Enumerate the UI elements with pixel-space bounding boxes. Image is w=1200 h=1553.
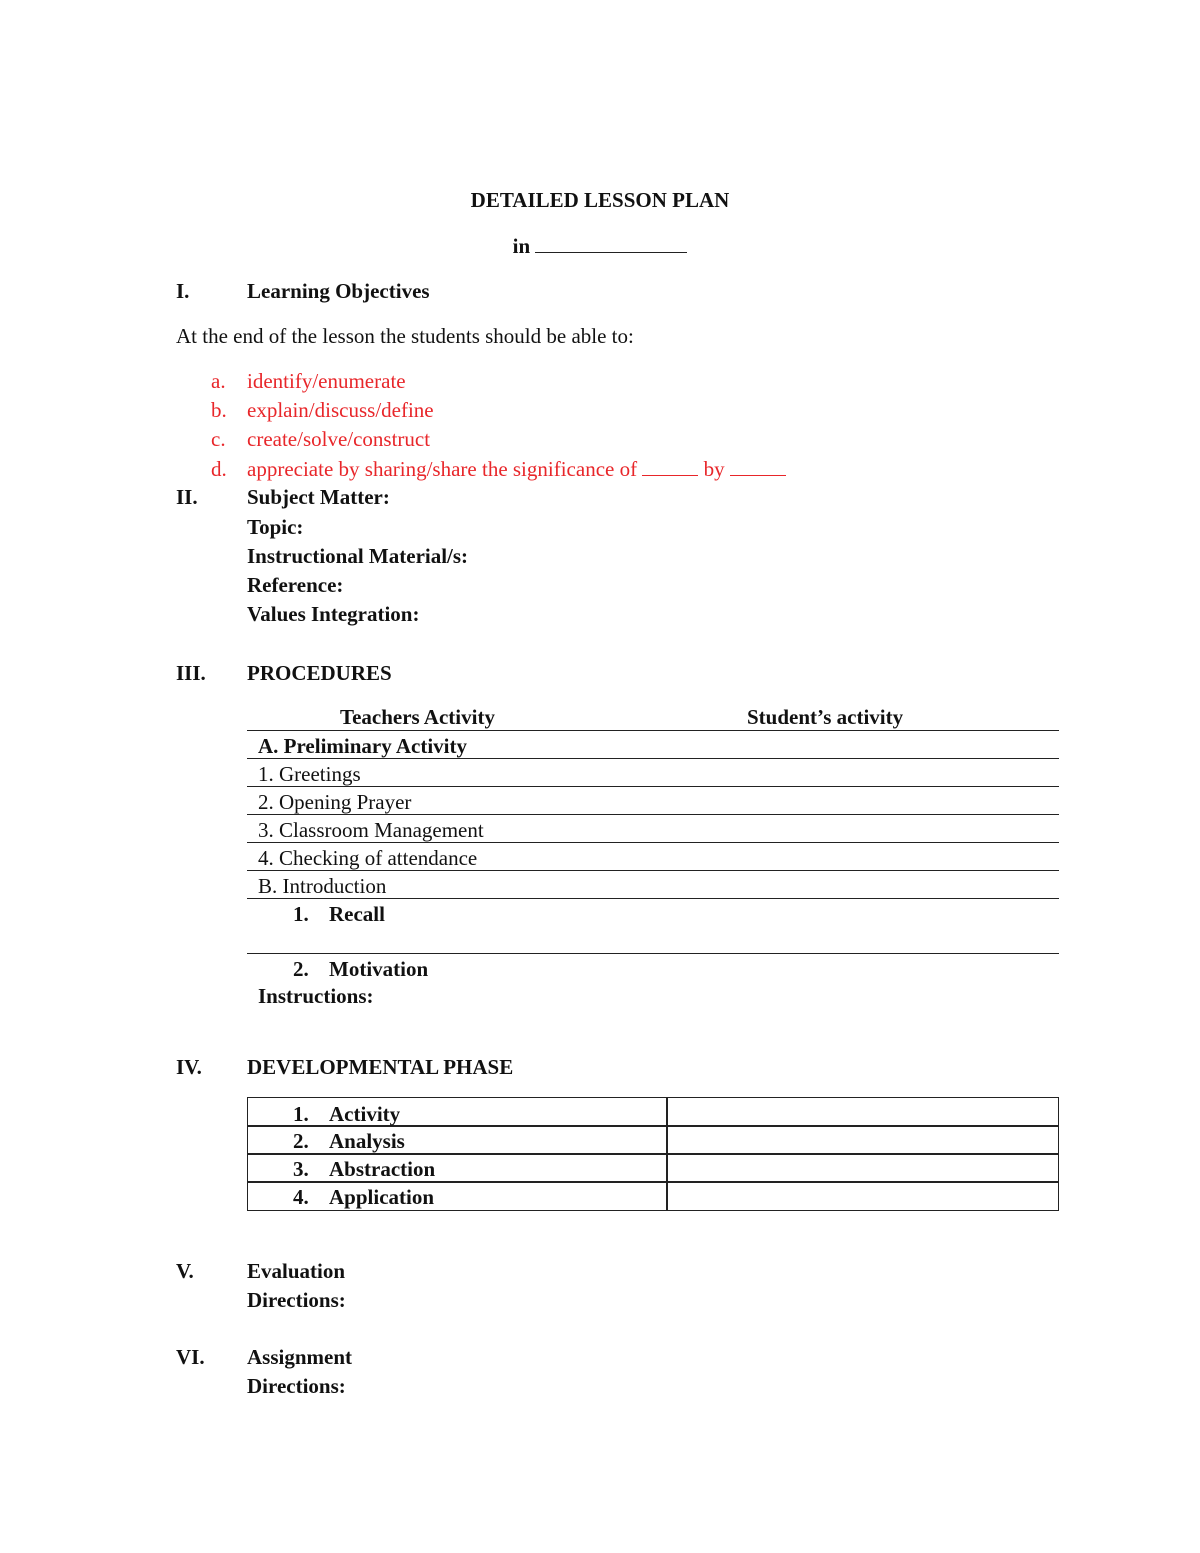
dev-cell-right [666, 1181, 1059, 1211]
subject-line [0, 234, 1200, 258]
table-rule [247, 786, 1059, 787]
section-6-numeral: VI. [176, 1345, 205, 1369]
section-4-heading: DEVELOPMENTAL PHASE [247, 1055, 514, 1079]
dev-row-activity [293, 1102, 400, 1126]
dev-row-number: 2. [293, 1129, 309, 1153]
procedure-row: 3. Classroom Management [258, 818, 484, 842]
dev-row-label: Activity [329, 1102, 401, 1126]
section-5-numeral: V. [176, 1259, 194, 1283]
field-values-integration: Values Integration: [247, 602, 420, 626]
table-rule [247, 898, 1059, 899]
objective-letter: b. [211, 398, 227, 422]
table-rule [247, 814, 1059, 815]
intro-item-number: 2. [293, 957, 309, 981]
objectives-intro: At the end of the lesson the students should be able to: [176, 324, 634, 348]
dev-row-number: 1. [293, 1102, 309, 1126]
section-1-numeral: I. [176, 279, 190, 303]
field-reference: Reference: [247, 573, 344, 597]
column-student-header: Student’s activity [747, 705, 904, 729]
procedure-row: 4. Checking of attendance [258, 846, 478, 870]
table-rule [247, 730, 1059, 731]
intro-item-number: 1. [293, 902, 309, 926]
section-3-heading: PROCEDURES [247, 661, 392, 685]
section-6-heading: Assignment [247, 1345, 353, 1369]
objective-item: explain/discuss/define [247, 398, 434, 422]
table-rule [247, 870, 1059, 871]
table-rule [247, 758, 1059, 759]
section-1-heading: Learning Objectives [247, 279, 430, 303]
section-4-numeral: IV. [176, 1055, 202, 1079]
document-title: DETAILED LESSON PLAN [470, 188, 730, 212]
procedure-row: A. Preliminary Activity [258, 734, 467, 758]
section-3-numeral: III. [176, 661, 206, 685]
dev-row-label: Abstraction [329, 1157, 436, 1181]
section-2-numeral: II. [176, 485, 198, 509]
dev-row-label: Analysis [329, 1129, 405, 1153]
section-5-heading: Evaluation [247, 1259, 346, 1283]
objective-blank [642, 475, 698, 476]
dev-row-application [293, 1185, 434, 1209]
objective-item: create/solve/construct [247, 427, 431, 451]
objective-letter: a. [211, 369, 226, 393]
column-teacher-header: Teachers Activity [340, 705, 495, 729]
dev-cell-right [666, 1097, 1059, 1127]
evaluation-directions: Directions: [247, 1288, 346, 1312]
objective-item: identify/enumerate [247, 369, 406, 393]
intro-item-motivation [293, 957, 428, 981]
procedure-row: 1. Greetings [258, 762, 361, 786]
procedure-row: B. Introduction [258, 874, 387, 898]
dev-row-abstraction [293, 1157, 435, 1181]
field-instructional-materials: Instructional Material/s: [247, 544, 469, 568]
objective-blank [730, 475, 786, 476]
dev-cell-right [666, 1125, 1059, 1155]
in-label: in [512, 234, 531, 258]
objective-letter: d. [211, 457, 227, 481]
intro-item-label: Recall [329, 902, 385, 926]
field-topic: Topic: [247, 515, 304, 539]
intro-item-label: Motivation [329, 957, 429, 981]
table-rule [247, 842, 1059, 843]
objective-by: by [703, 457, 725, 481]
dev-row-analysis [293, 1129, 405, 1153]
table-rule [247, 953, 1059, 954]
dev-cell-right [666, 1153, 1059, 1183]
assignment-directions: Directions: [247, 1374, 346, 1398]
objective-text: appreciate by sharing/share the significance of [247, 457, 638, 481]
section-2-heading: Subject Matter: [247, 485, 390, 509]
intro-item-recall [293, 902, 385, 926]
procedure-row: 2. Opening Prayer [258, 790, 412, 814]
objective-letter: c. [211, 427, 226, 451]
instructions-label: Instructions: [258, 984, 374, 1008]
dev-row-number: 3. [293, 1157, 309, 1181]
dev-row-number: 4. [293, 1185, 309, 1209]
dev-row-label: Application [329, 1185, 435, 1209]
subject-blank [535, 252, 687, 253]
objective-item [247, 457, 786, 481]
